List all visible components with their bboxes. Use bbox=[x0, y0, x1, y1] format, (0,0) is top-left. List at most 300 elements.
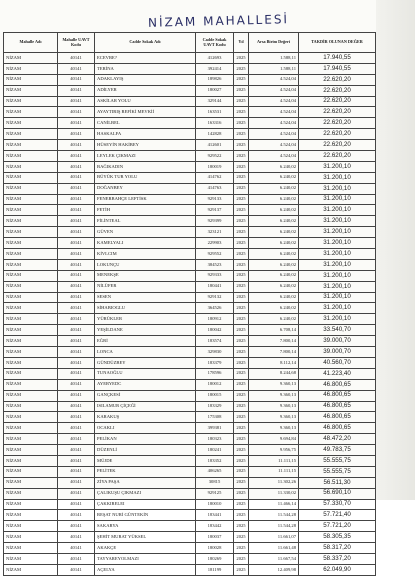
cell-cadde-sokak-uavt-kodu: 929399 bbox=[196, 216, 234, 227]
cell-cadde-sokak-adi: LOKUNÇU bbox=[95, 259, 196, 270]
table-row bbox=[4, 292, 376, 303]
cell-cadde-sokak-uavt-kodu: 929125 bbox=[196, 488, 234, 499]
valuation-table bbox=[3, 32, 376, 576]
cell-mahalle-uavt-kodu: 40141 bbox=[58, 259, 95, 270]
cell-mahalle-adi: NİZAM bbox=[4, 259, 58, 270]
cell-arsa-birim-degeri: 11.111,15 bbox=[249, 455, 299, 466]
cell-cadde-sokak-uavt-kodu: 180323 bbox=[196, 434, 234, 445]
cell-mahalle-adi: NİZAM bbox=[4, 368, 58, 379]
table-row bbox=[4, 499, 376, 510]
cell-takdir-olunan-deger: 22.620,20 bbox=[299, 129, 376, 140]
cell-cadde-sokak-uavt-kodu: 180019 bbox=[196, 161, 234, 172]
cell-mahalle-uavt-kodu: 40141 bbox=[58, 488, 95, 499]
cell-yil: 2025 bbox=[234, 107, 249, 118]
cell-arsa-birim-degeri: 4.524,04 bbox=[249, 74, 299, 85]
table-row bbox=[4, 303, 376, 314]
cell-arsa-birim-degeri: 11.466,14 bbox=[249, 499, 299, 510]
cell-arsa-birim-degeri: 6.240,02 bbox=[249, 216, 299, 227]
cell-yil: 2025 bbox=[234, 249, 249, 260]
header-mahalle-adi: Mahalle Adı bbox=[4, 33, 58, 53]
table-row bbox=[4, 510, 376, 521]
cell-cadde-sokak-adi: NİLÜFER bbox=[95, 281, 196, 292]
cell-mahalle-uavt-kodu: 40141 bbox=[58, 325, 95, 336]
cell-takdir-olunan-deger: 31.200,10 bbox=[299, 161, 376, 172]
cell-yil: 2025 bbox=[234, 85, 249, 96]
cell-mahalle-uavt-kodu: 40141 bbox=[58, 270, 95, 281]
table-row bbox=[4, 488, 376, 499]
cell-yil: 2025 bbox=[234, 466, 249, 477]
cell-arsa-birim-degeri: 6.240,02 bbox=[249, 194, 299, 205]
cell-arsa-birim-degeri: 9.360,13 bbox=[249, 390, 299, 401]
cell-mahalle-uavt-kodu: 40141 bbox=[58, 532, 95, 543]
table-row bbox=[4, 270, 376, 281]
cell-takdir-olunan-deger: 33.540,70 bbox=[299, 325, 376, 336]
header-yil: Yıl bbox=[234, 33, 249, 53]
cell-takdir-olunan-deger: 31.200,10 bbox=[299, 183, 376, 194]
cell-takdir-olunan-deger: 58.337,20 bbox=[299, 553, 376, 564]
cell-arsa-birim-degeri: 4.524,04 bbox=[249, 107, 299, 118]
cell-takdir-olunan-deger: 31.200,10 bbox=[299, 194, 376, 205]
cell-yil: 2025 bbox=[234, 303, 249, 314]
cell-yil: 2025 bbox=[234, 368, 249, 379]
cell-yil: 2025 bbox=[234, 53, 249, 64]
cell-takdir-olunan-deger: 22.620,20 bbox=[299, 118, 376, 129]
cell-yil: 2025 bbox=[234, 292, 249, 303]
cell-cadde-sokak-adi: CANİLBEL bbox=[95, 118, 196, 129]
table-row bbox=[4, 543, 376, 554]
cell-mahalle-uavt-kodu: 40141 bbox=[58, 379, 95, 390]
cell-cadde-sokak-uavt-kodu: 929133 bbox=[196, 194, 234, 205]
cell-mahalle-adi: NİZAM bbox=[4, 303, 58, 314]
cell-cadde-sokak-adi: ADAKLAYIŞ bbox=[95, 74, 196, 85]
cell-cadde-sokak-uavt-kodu: 180028 bbox=[196, 543, 234, 554]
cell-mahalle-adi: NİZAM bbox=[4, 379, 58, 390]
cell-mahalle-adi: NİZAM bbox=[4, 216, 58, 227]
cell-mahalle-adi: NİZAM bbox=[4, 488, 58, 499]
cell-cadde-sokak-uavt-kodu: 406265 bbox=[196, 466, 234, 477]
cell-cadde-sokak-uavt-kodu: 189826 bbox=[196, 74, 234, 85]
cell-cadde-sokak-adi: SESEN bbox=[95, 292, 196, 303]
cell-cadde-sokak-uavt-kodu: 180241 bbox=[196, 445, 234, 456]
cell-cadde-sokak-uavt-kodu: 384523 bbox=[196, 259, 234, 270]
cell-mahalle-uavt-kodu: 40141 bbox=[58, 357, 95, 368]
cell-mahalle-adi: NİZAM bbox=[4, 183, 58, 194]
cell-mahalle-uavt-kodu: 40141 bbox=[58, 445, 95, 456]
cell-yil: 2025 bbox=[234, 238, 249, 249]
cell-cadde-sokak-adi: LONCA bbox=[95, 347, 196, 358]
cell-arsa-birim-degeri: 8.112,14 bbox=[249, 357, 299, 368]
table-row bbox=[4, 227, 376, 238]
cell-mahalle-adi: NİZAM bbox=[4, 336, 58, 347]
cell-takdir-olunan-deger: 57.721,40 bbox=[299, 510, 376, 521]
cell-takdir-olunan-deger: 48.472,20 bbox=[299, 434, 376, 445]
cell-cadde-sokak-adi: SİHABIOGLU bbox=[95, 303, 196, 314]
cell-arsa-birim-degeri: 4.524,04 bbox=[249, 129, 299, 140]
cell-cadde-sokak-adi: PELİKAN bbox=[95, 434, 196, 445]
cell-arsa-birim-degeri: 11.544,28 bbox=[249, 521, 299, 532]
table-row bbox=[4, 412, 376, 423]
cell-cadde-sokak-uavt-kodu: 178596 bbox=[196, 368, 234, 379]
cell-cadde-sokak-uavt-kodu: 183352 bbox=[196, 455, 234, 466]
cell-yil: 2025 bbox=[234, 281, 249, 292]
cell-cadde-sokak-adi: OCAKLI bbox=[95, 423, 196, 434]
cell-cadde-sokak-uavt-kodu: 929333 bbox=[196, 270, 234, 281]
cell-cadde-sokak-adi: BÜYÜK TUR YOLU bbox=[95, 172, 196, 183]
cell-arsa-birim-degeri: 6.240,02 bbox=[249, 270, 299, 281]
cell-cadde-sokak-uavt-kodu: 180441 bbox=[196, 281, 234, 292]
cell-yil: 2025 bbox=[234, 96, 249, 107]
cell-cadde-sokak-uavt-kodu: 180042 bbox=[196, 325, 234, 336]
cell-mahalle-uavt-kodu: 40141 bbox=[58, 63, 95, 74]
cell-arsa-birim-degeri: 7.800,14 bbox=[249, 347, 299, 358]
header-takdir-olunan-deger: TAKDİR OLUNAN DEĞER bbox=[299, 33, 376, 53]
cell-cadde-sokak-adi: ADİLYER bbox=[95, 85, 196, 96]
table-row bbox=[4, 521, 376, 532]
table-row bbox=[4, 368, 376, 379]
cell-cadde-sokak-uavt-kodu: 181199 bbox=[196, 564, 234, 575]
cell-mahalle-adi: NİZAM bbox=[4, 314, 58, 325]
table-row bbox=[4, 390, 376, 401]
cell-mahalle-adi: NİZAM bbox=[4, 445, 58, 456]
cell-cadde-sokak-uavt-kodu: 180037 bbox=[196, 532, 234, 543]
cell-cadde-sokak-uavt-kodu: 180015 bbox=[196, 390, 234, 401]
table-row bbox=[4, 172, 376, 183]
cell-cadde-sokak-adi: MÜJDE bbox=[95, 455, 196, 466]
page-title: NİZAM MAHALLESİ bbox=[147, 12, 290, 30]
cell-yil: 2025 bbox=[234, 499, 249, 510]
cell-yil: 2025 bbox=[234, 488, 249, 499]
cell-cadde-sokak-adi: SAKARYA bbox=[95, 521, 196, 532]
cell-cadde-sokak-uavt-kodu: 183574 bbox=[196, 336, 234, 347]
cell-takdir-olunan-deger: 46.800,65 bbox=[299, 423, 376, 434]
cell-yil: 2025 bbox=[234, 390, 249, 401]
cell-cadde-sokak-uavt-kodu: 183441 bbox=[196, 510, 234, 521]
cell-yil: 2025 bbox=[234, 325, 249, 336]
cell-mahalle-uavt-kodu: 40141 bbox=[58, 466, 95, 477]
cell-takdir-olunan-deger: 31.200,10 bbox=[299, 172, 376, 183]
cell-arsa-birim-degeri: 11.330,02 bbox=[249, 488, 299, 499]
cell-takdir-olunan-deger: 22.620,20 bbox=[299, 151, 376, 162]
cell-mahalle-adi: NİZAM bbox=[4, 270, 58, 281]
cell-takdir-olunan-deger: 46.800,65 bbox=[299, 390, 376, 401]
cell-takdir-olunan-deger: 31.200,10 bbox=[299, 238, 376, 249]
cell-cadde-sokak-adi: ECEVRE? bbox=[95, 53, 196, 64]
cell-yil: 2025 bbox=[234, 118, 249, 129]
cell-yil: 2025 bbox=[234, 314, 249, 325]
cell-mahalle-adi: NİZAM bbox=[4, 553, 58, 564]
cell-mahalle-adi: NİZAM bbox=[4, 205, 58, 216]
cell-arsa-birim-degeri: 6.708,14 bbox=[249, 325, 299, 336]
cell-mahalle-uavt-kodu: 40141 bbox=[58, 543, 95, 554]
table-row bbox=[4, 53, 376, 64]
cell-takdir-olunan-deger: 17.940,55 bbox=[299, 63, 376, 74]
table-row bbox=[4, 314, 376, 325]
cell-yil: 2025 bbox=[234, 510, 249, 521]
cell-mahalle-uavt-kodu: 40141 bbox=[58, 183, 95, 194]
cell-mahalle-uavt-kodu: 40141 bbox=[58, 401, 95, 412]
cell-arsa-birim-degeri: 9.360,13 bbox=[249, 379, 299, 390]
cell-cadde-sokak-adi: AYERYEDC bbox=[95, 379, 196, 390]
table-row bbox=[4, 281, 376, 292]
cell-mahalle-uavt-kodu: 40141 bbox=[58, 85, 95, 96]
cell-takdir-olunan-deger: 58.305,35 bbox=[299, 532, 376, 543]
table-row bbox=[4, 477, 376, 488]
cell-arsa-birim-degeri: 11.302,26 bbox=[249, 477, 299, 488]
cell-cadde-sokak-uavt-kodu: 30815 bbox=[196, 477, 234, 488]
cell-yil: 2025 bbox=[234, 477, 249, 488]
cell-mahalle-adi: NİZAM bbox=[4, 172, 58, 183]
cell-takdir-olunan-deger: 31.200,10 bbox=[299, 303, 376, 314]
table-row bbox=[4, 466, 376, 477]
header-mahalle-uavt-kodu: Mahalle UAVT Kodu bbox=[58, 33, 95, 53]
cell-cadde-sokak-adi: FENERBAHÇE LEFTİSK bbox=[95, 194, 196, 205]
cell-mahalle-uavt-kodu: 40141 bbox=[58, 423, 95, 434]
table-row bbox=[4, 455, 376, 466]
cell-mahalle-uavt-kodu: 40141 bbox=[58, 303, 95, 314]
cell-mahalle-uavt-kodu: 40141 bbox=[58, 249, 95, 260]
table-row bbox=[4, 74, 376, 85]
cell-cadde-sokak-uavt-kodu: 929132 bbox=[196, 292, 234, 303]
cell-takdir-olunan-deger: 41.223,40 bbox=[299, 368, 376, 379]
table-row bbox=[4, 553, 376, 564]
cell-mahalle-uavt-kodu: 40141 bbox=[58, 336, 95, 347]
cell-yil: 2025 bbox=[234, 521, 249, 532]
cell-yil: 2025 bbox=[234, 553, 249, 564]
cell-mahalle-adi: NİZAM bbox=[4, 521, 58, 532]
cell-arsa-birim-degeri: 4.524,04 bbox=[249, 118, 299, 129]
table-row bbox=[4, 129, 376, 140]
cell-mahalle-adi: NİZAM bbox=[4, 107, 58, 118]
cell-mahalle-adi: NİZAM bbox=[4, 74, 58, 85]
cell-mahalle-adi: NİZAM bbox=[4, 455, 58, 466]
cell-takdir-olunan-deger: 46.800,65 bbox=[299, 379, 376, 390]
cell-mahalle-adi: NİZAM bbox=[4, 347, 58, 358]
cell-cadde-sokak-adi: YEŞİLDANE bbox=[95, 325, 196, 336]
table-row bbox=[4, 532, 376, 543]
cell-cadde-sokak-uavt-kodu: 180012 bbox=[196, 379, 234, 390]
cell-mahalle-adi: NİZAM bbox=[4, 325, 58, 336]
cell-takdir-olunan-deger: 56.511,30 bbox=[299, 477, 376, 488]
cell-cadde-sokak-uavt-kodu: 412601 bbox=[196, 140, 234, 151]
cell-mahalle-adi: NİZAM bbox=[4, 357, 58, 368]
cell-arsa-birim-degeri: 9.360,13 bbox=[249, 412, 299, 423]
table-row bbox=[4, 401, 376, 412]
cell-mahalle-uavt-kodu: 40141 bbox=[58, 53, 95, 64]
cell-mahalle-uavt-kodu: 40141 bbox=[58, 118, 95, 129]
cell-yil: 2025 bbox=[234, 347, 249, 358]
cell-cadde-sokak-adi: REŞAT NURİ GÜNTEKİN bbox=[95, 510, 196, 521]
table-row bbox=[4, 183, 376, 194]
cell-arsa-birim-degeri: 6.240,02 bbox=[249, 227, 299, 238]
cell-arsa-birim-degeri: 6.240,02 bbox=[249, 249, 299, 260]
cell-arsa-birim-degeri: 4.524,04 bbox=[249, 85, 299, 96]
cell-cadde-sokak-uavt-kodu: 412693 bbox=[196, 53, 234, 64]
cell-mahalle-adi: NİZAM bbox=[4, 118, 58, 129]
cell-cadde-sokak-uavt-kodu: 229903 bbox=[196, 238, 234, 249]
cell-yil: 2025 bbox=[234, 270, 249, 281]
cell-mahalle-adi: NİZAM bbox=[4, 63, 58, 74]
table-row bbox=[4, 96, 376, 107]
cell-cadde-sokak-adi: DOĞANBEY bbox=[95, 183, 196, 194]
cell-cadde-sokak-uavt-kodu: 364526 bbox=[196, 303, 234, 314]
cell-yil: 2025 bbox=[234, 379, 249, 390]
cell-cadde-sokak-adi: FETİH bbox=[95, 205, 196, 216]
cell-yil: 2025 bbox=[234, 434, 249, 445]
cell-yil: 2025 bbox=[234, 216, 249, 227]
cell-mahalle-uavt-kodu: 40141 bbox=[58, 412, 95, 423]
cell-cadde-sokak-uavt-kodu: 183442 bbox=[196, 521, 234, 532]
cell-takdir-olunan-deger: 31.200,10 bbox=[299, 270, 376, 281]
cell-takdir-olunan-deger: 22.620,20 bbox=[299, 96, 376, 107]
cell-yil: 2025 bbox=[234, 183, 249, 194]
cell-cadde-sokak-uavt-kodu: 929552 bbox=[196, 249, 234, 260]
cell-cadde-sokak-uavt-kodu: 414762 bbox=[196, 172, 234, 183]
cell-mahalle-adi: NİZAM bbox=[4, 434, 58, 445]
cell-mahalle-uavt-kodu: 40141 bbox=[58, 455, 95, 466]
cell-takdir-olunan-deger: 22.620,20 bbox=[299, 74, 376, 85]
cell-arsa-birim-degeri: 6.240,02 bbox=[249, 281, 299, 292]
cell-yil: 2025 bbox=[234, 227, 249, 238]
cell-takdir-olunan-deger: 46.800,65 bbox=[299, 412, 376, 423]
cell-mahalle-uavt-kodu: 40141 bbox=[58, 227, 95, 238]
cell-cadde-sokak-uavt-kodu: 163316 bbox=[196, 118, 234, 129]
cell-cadde-sokak-adi: EĞRİ bbox=[95, 336, 196, 347]
cell-takdir-olunan-deger: 31.200,10 bbox=[299, 281, 376, 292]
cell-cadde-sokak-uavt-kodu: 180269 bbox=[196, 553, 234, 564]
cell-mahalle-uavt-kodu: 40141 bbox=[58, 347, 95, 358]
cell-cadde-sokak-uavt-kodu: 329830 bbox=[196, 347, 234, 358]
cell-cadde-sokak-adi: TAYYAREYOLMAZI bbox=[95, 553, 196, 564]
cell-mahalle-uavt-kodu: 40141 bbox=[58, 368, 95, 379]
cell-arsa-birim-degeri: 4.524,04 bbox=[249, 151, 299, 162]
cell-mahalle-uavt-kodu: 40141 bbox=[58, 96, 95, 107]
cell-cadde-sokak-adi: KAMELYALI bbox=[95, 238, 196, 249]
cell-cadde-sokak-uavt-kodu: 142828 bbox=[196, 129, 234, 140]
cell-mahalle-adi: NİZAM bbox=[4, 564, 58, 575]
cell-arsa-birim-degeri: 6.240,02 bbox=[249, 238, 299, 249]
cell-mahalle-adi: NİZAM bbox=[4, 412, 58, 423]
cell-yil: 2025 bbox=[234, 532, 249, 543]
cell-mahalle-uavt-kodu: 40141 bbox=[58, 172, 95, 183]
cell-takdir-olunan-deger: 39.000,70 bbox=[299, 347, 376, 358]
cell-yil: 2025 bbox=[234, 445, 249, 456]
table-row bbox=[4, 238, 376, 249]
cell-takdir-olunan-deger: 55.555,75 bbox=[299, 455, 376, 466]
cell-takdir-olunan-deger: 31.200,10 bbox=[299, 216, 376, 227]
cell-cadde-sokak-uavt-kodu: 399381 bbox=[196, 423, 234, 434]
cell-takdir-olunan-deger: 31.200,10 bbox=[299, 249, 376, 260]
cell-cadde-sokak-adi: KİVLCIM bbox=[95, 249, 196, 260]
cell-mahalle-uavt-kodu: 40141 bbox=[58, 74, 95, 85]
table-row bbox=[4, 347, 376, 358]
table-row bbox=[4, 336, 376, 347]
cell-cadde-sokak-adi: AKAKÇE bbox=[95, 543, 196, 554]
table-row bbox=[4, 205, 376, 216]
cell-mahalle-uavt-kodu: 40141 bbox=[58, 521, 95, 532]
table-row bbox=[4, 107, 376, 118]
cell-cadde-sokak-adi: DÜZENLİ bbox=[95, 445, 196, 456]
cell-arsa-birim-degeri: 6.240,02 bbox=[249, 259, 299, 270]
cell-cadde-sokak-adi: AÇELYA bbox=[95, 564, 196, 575]
cell-takdir-olunan-deger: 40.560,70 bbox=[299, 357, 376, 368]
cell-mahalle-uavt-kodu: 40141 bbox=[58, 216, 95, 227]
header-cadde-sokak-adi: Cadde Sokak Adı bbox=[95, 33, 196, 53]
cell-arsa-birim-degeri: 7.800,14 bbox=[249, 336, 299, 347]
cell-arsa-birim-degeri: 9.360,13 bbox=[249, 423, 299, 434]
cell-yil: 2025 bbox=[234, 63, 249, 74]
cell-takdir-olunan-deger: 57.330,70 bbox=[299, 499, 376, 510]
cell-cadde-sokak-adi: HÜSEYİN HAKİBEY bbox=[95, 140, 196, 151]
cell-cadde-sokak-adi: GÜNDÜZBEY bbox=[95, 357, 196, 368]
cell-cadde-sokak-uavt-kodu: 414763 bbox=[196, 183, 234, 194]
cell-mahalle-uavt-kodu: 40141 bbox=[58, 292, 95, 303]
cell-takdir-olunan-deger: 58.317,20 bbox=[299, 543, 376, 554]
cell-mahalle-uavt-kodu: 40141 bbox=[58, 129, 95, 140]
cell-cadde-sokak-adi: BAĞIKADIN bbox=[95, 161, 196, 172]
cell-cadde-sokak-adi: HASKALFA bbox=[95, 129, 196, 140]
table-row bbox=[4, 63, 376, 74]
cell-takdir-olunan-deger: 22.620,20 bbox=[299, 107, 376, 118]
cell-cadde-sokak-adi: ZİYA PAŞA bbox=[95, 477, 196, 488]
cell-cadde-sokak-adi: PELİTEK bbox=[95, 466, 196, 477]
cell-cadde-sokak-adi: ASKİLAR YOLU bbox=[95, 96, 196, 107]
cell-mahalle-adi: NİZAM bbox=[4, 477, 58, 488]
table-row bbox=[4, 357, 376, 368]
cell-cadde-sokak-adi: FİLİNTEAL bbox=[95, 216, 196, 227]
cell-cadde-sokak-adi: LEYLEK ÇIKMAZI bbox=[95, 151, 196, 162]
cell-yil: 2025 bbox=[234, 543, 249, 554]
cell-takdir-olunan-deger: 31.200,10 bbox=[299, 205, 376, 216]
cell-cadde-sokak-uavt-kodu: 329144 bbox=[196, 96, 234, 107]
cell-mahalle-uavt-kodu: 40141 bbox=[58, 553, 95, 564]
table-row bbox=[4, 151, 376, 162]
cell-mahalle-uavt-kodu: 40141 bbox=[58, 477, 95, 488]
cell-mahalle-uavt-kodu: 40141 bbox=[58, 510, 95, 521]
cell-arsa-birim-degeri: 6.240,02 bbox=[249, 183, 299, 194]
cell-mahalle-adi: NİZAM bbox=[4, 53, 58, 64]
cell-cadde-sokak-adi: ÇAKKIRELEI bbox=[95, 499, 196, 510]
cell-cadde-sokak-adi: TERİNA bbox=[95, 63, 196, 74]
table-row bbox=[4, 194, 376, 205]
cell-mahalle-adi: NİZAM bbox=[4, 401, 58, 412]
cell-arsa-birim-degeri: 6.240,02 bbox=[249, 314, 299, 325]
cell-cadde-sokak-uavt-kodu: 163531 bbox=[196, 107, 234, 118]
cell-arsa-birim-degeri: 9.956,75 bbox=[249, 445, 299, 456]
cell-mahalle-uavt-kodu: 40141 bbox=[58, 499, 95, 510]
cell-cadde-sokak-uavt-kodu: 323121 bbox=[196, 227, 234, 238]
cell-cadde-sokak-adi: ÇALIKUŞU ÇIKMAZI bbox=[95, 488, 196, 499]
cell-mahalle-adi: NİZAM bbox=[4, 543, 58, 554]
cell-mahalle-adi: NİZAM bbox=[4, 151, 58, 162]
cell-mahalle-adi: NİZAM bbox=[4, 423, 58, 434]
cell-arsa-birim-degeri: 9.694,84 bbox=[249, 434, 299, 445]
cell-mahalle-adi: NİZAM bbox=[4, 510, 58, 521]
cell-cadde-sokak-adi: YÜRÜKLER bbox=[95, 314, 196, 325]
cell-cadde-sokak-uavt-kodu: 180010 bbox=[196, 499, 234, 510]
cell-cadde-sokak-adi: ISILAMUR ÇİÇEĞİ bbox=[95, 401, 196, 412]
table-row bbox=[4, 434, 376, 445]
cell-cadde-sokak-adi: MENEKŞE bbox=[95, 270, 196, 281]
cell-mahalle-uavt-kodu: 40141 bbox=[58, 205, 95, 216]
table-row bbox=[4, 379, 376, 390]
cell-arsa-birim-degeri: 4.524,04 bbox=[249, 140, 299, 151]
cell-arsa-birim-degeri: 6.240,02 bbox=[249, 292, 299, 303]
cell-arsa-birim-degeri: 11.111,15 bbox=[249, 466, 299, 477]
cell-mahalle-uavt-kodu: 40141 bbox=[58, 390, 95, 401]
table-header bbox=[4, 33, 376, 53]
cell-cadde-sokak-adi: KARAKUŞ bbox=[95, 412, 196, 423]
cell-mahalle-adi: NİZAM bbox=[4, 194, 58, 205]
